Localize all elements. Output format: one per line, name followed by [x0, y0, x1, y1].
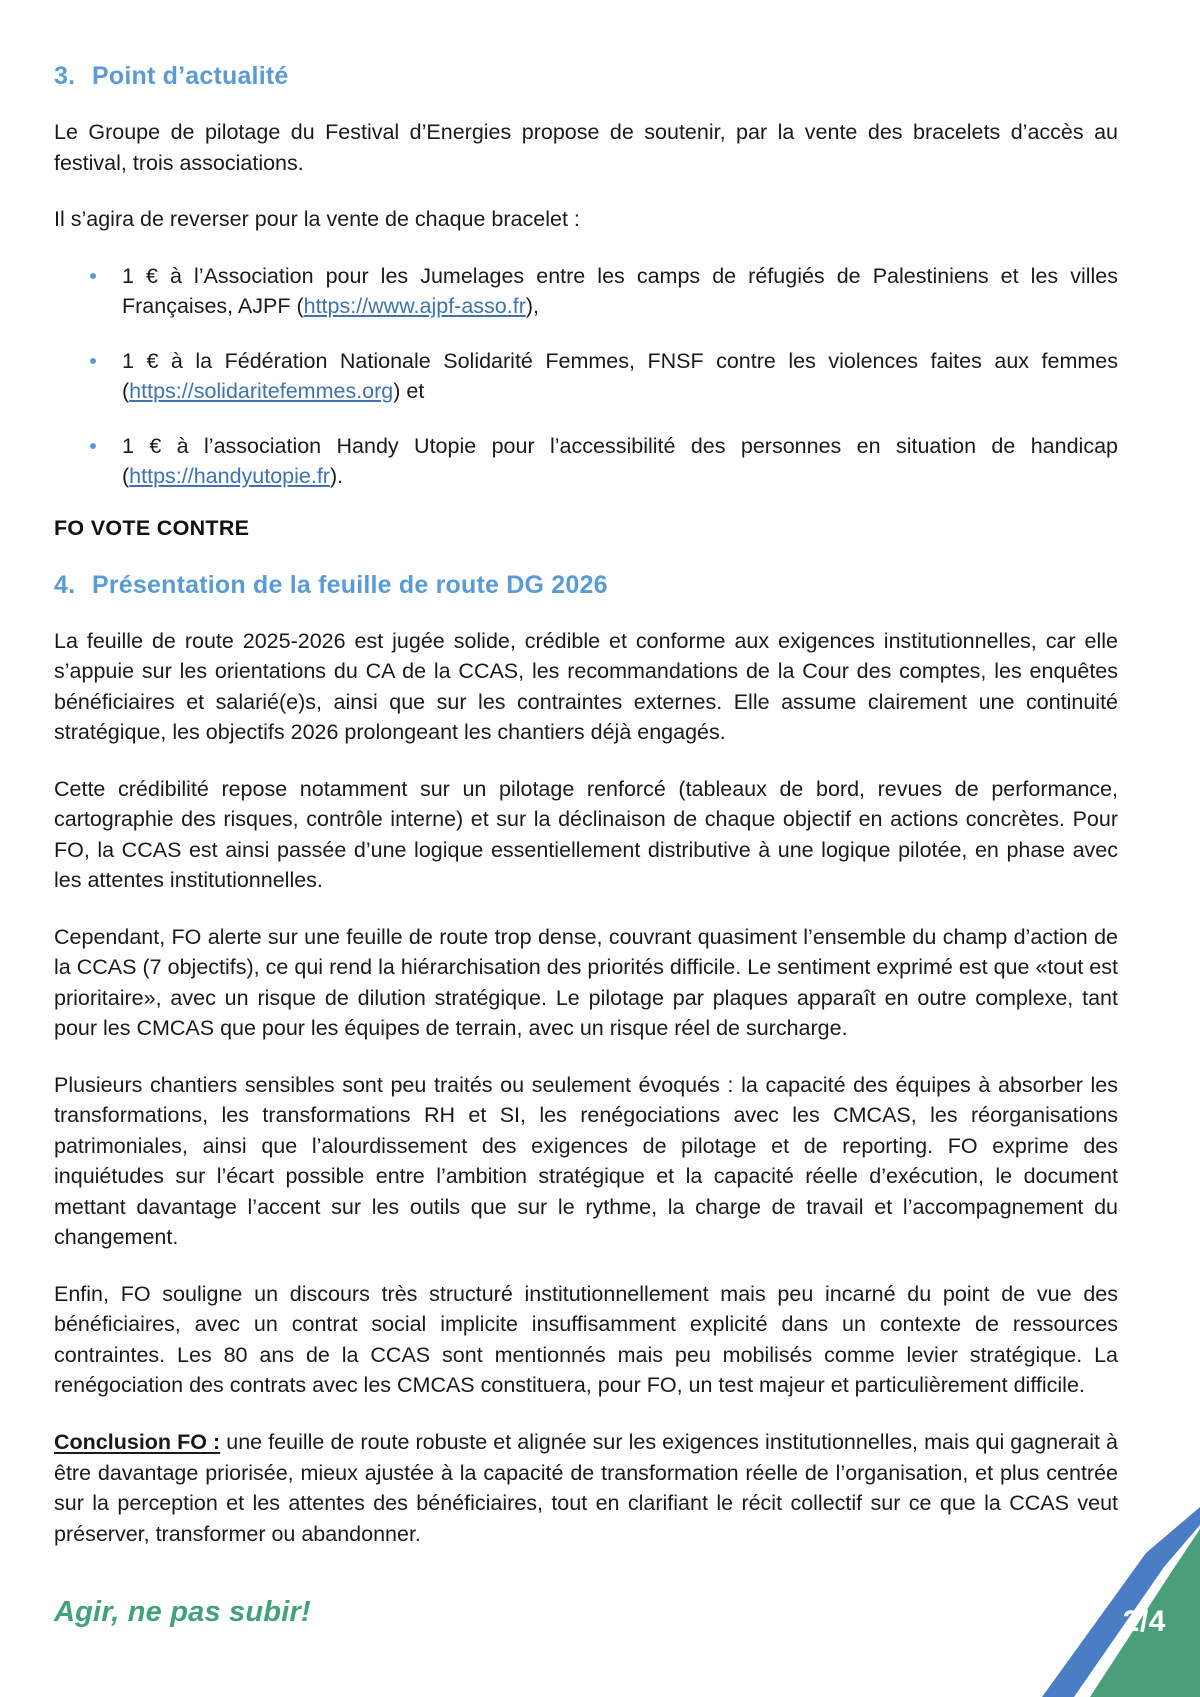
- section-4-paragraph-4: Plusieurs chantiers sensibles sont peu traités ou seulement évoqués : la capacité des équipes à absorber les transformations, les transformations RH et SI, les renégociations avec les CMCAS, les réorganisations patrimoniales, ainsi que l’alourdissement des exigences de pilotage et de reporting. FO exprime des inquiétudes sur l’écart possible entre l’ambition stratégique et la capacité réelle d’exécution, le document mettant davantage l’accent sur les outils que sur le rythme, la charge de travail et l’accompagnement du changement.: [54, 1072, 1118, 1250]
- associations-list: [54, 261, 1118, 492]
- section-title-4: Présentation de la feuille de route DG 2026: [92, 570, 608, 599]
- section-4-paragraph-3: Cependant, FO alerte sur une feuille de route trop dense, couvrant quasiment l’ensemble du champ d’action de la CCAS (7 objectifs), ce qui rend la hiérarchisation des priorités difficile. Le sentiment exprimé est que «tout est prioritaire», avec un risque de dilution stratégique. Le pilotage par plaques apparaît en outre complexe, tant pour les CMCAS que pour les équipes de terrain, avec un risque réel de surcharge.: [54, 924, 1118, 1041]
- footer-slogan: Agir, ne pas subir!: [54, 1596, 311, 1628]
- page-number: 2/4: [1122, 1605, 1166, 1638]
- bullet-dot-icon: [90, 358, 96, 364]
- bullet-text-after: ),: [525, 294, 539, 319]
- bullet-dot-icon: [90, 443, 96, 449]
- bullet-text-before: 1 € à l’Association pour les Jumelages entre les camps de réfugiés de Palestiniens et les villes Françaises, AJPF (: [122, 263, 1118, 319]
- link-ajpf[interactable]: https://www.ajpf-asso.fr: [303, 294, 526, 319]
- bullet-text-before: 1 € à l’association Handy Utopie pour l’accessibilité des personnes en situation de handicap (: [122, 433, 1118, 489]
- section-number-3: 3.: [54, 62, 76, 90]
- section-heading-4: [54, 571, 1118, 600]
- conclusion-label: Conclusion FO :: [54, 1429, 221, 1454]
- list-item: [54, 346, 1118, 407]
- bullet-text-after: ) et: [393, 379, 425, 404]
- link-handyutopie[interactable]: https://handyutopie.fr: [129, 464, 330, 489]
- bullet-text-before: 1 € à la Fédération Nationale Solidarité Femmes, FNSF contre les violences faites aux femmes (: [122, 348, 1118, 404]
- bullet-text-after: ).: [329, 464, 344, 489]
- section-number-4: 4.: [54, 570, 76, 599]
- section-3-lead-in: Il s’agira de reverser pour la vente de chaque bracelet :: [54, 207, 580, 232]
- section-heading-3: [54, 62, 1118, 91]
- vote-statement: FO VOTE CONTRE: [54, 515, 250, 540]
- list-item: [54, 261, 1118, 322]
- page-content: [54, 62, 1118, 1549]
- section-3-intro-paragraph: Le Groupe de pilotage du Festival d’Energies propose de soutenir, par la vente des bracelets d’accès au festival, trois associations.: [54, 120, 1118, 175]
- section-4-paragraph-2: Cette crédibilité repose notamment sur un pilotage renforcé (tableaux de bord, revues de performance, cartographie des risques, contrôle interne) et sur la déclinaison de chaque objectif en actions concrètes. Pour FO, la CCAS est ainsi passée d’une logique essentiellement distributive à une logique pilotée, en phase avec les attentes institutionnelles.: [54, 776, 1118, 893]
- section-title-3: Point d’actualité: [92, 62, 289, 90]
- conclusion-text: une feuille de route robuste et alignée sur les exigences institutionnelles, mais qui gagnerait à être davantage priorisée, mieux ajustée à la capacité de transformation réelle de l’organisation, et plus centrée sur la perception et les attentes des bénéficiaires, tout en clarifiant le récit collectif sur ce que la CCAS veut préserver, transformer ou abandonner.: [54, 1429, 1118, 1546]
- section-4-paragraph-1: La feuille de route 2025-2026 est jugée solide, crédible et conforme aux exigences institutionnelles, car elle s’appuie sur les orientations du CA de la CCAS, les recommandations de la Cour des comptes, les enquêtes bénéficiaires et salarié(e)s, ainsi que sur les contraintes externes. Elle assume clairement une continuité stratégique, les objectifs 2026 prolongeant les chantiers déjà engagés.: [54, 628, 1118, 745]
- link-solidaritefemmes[interactable]: https://solidaritefemmes.org: [129, 379, 394, 404]
- bullet-dot-icon: [90, 273, 96, 279]
- footer-corner-graphic: [950, 1507, 1200, 1697]
- section-4-paragraph-5: Enfin, FO souligne un discours très structuré institutionnellement mais peu incarné du point de vue des bénéficiaires, avec un contrat social implicite insuffisamment explicité dans un contexte de ressources contraintes. Les 80 ans de la CCAS sont mentionnés mais peu mobilisés comme levier stratégique. La renégociation des contrats avec les CMCAS constituera, pour FO, un test majeur et particulièrement difficile.: [54, 1281, 1118, 1398]
- page-footer: [0, 1507, 1200, 1697]
- list-item: [54, 431, 1118, 492]
